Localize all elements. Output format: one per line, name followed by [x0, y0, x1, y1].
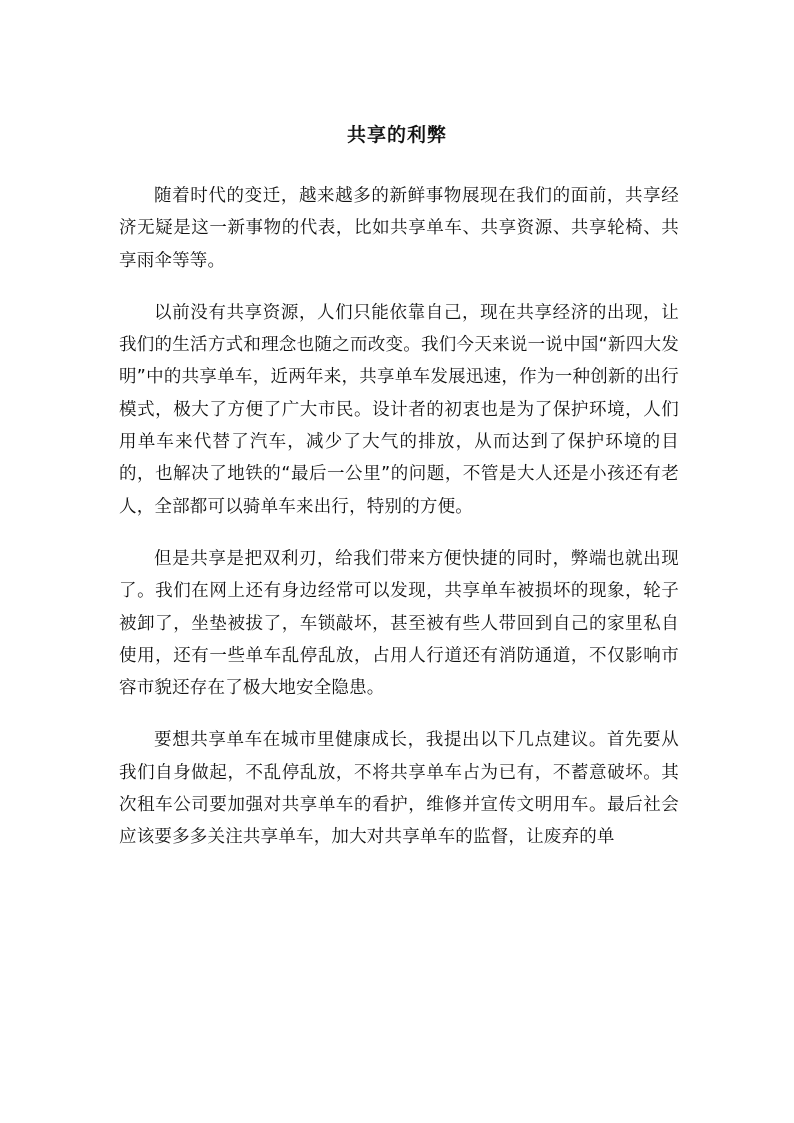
paragraph-3: 但是共享是把双利刃，给我们带来方便快捷的同时，弊端也就出现了。我们在网上还有身边经常可以发现，共享单车被损坏的现象，轮子被卸了，坐垫被拔了，车锁敲坏，甚至被有些人带回到自己的家里私自使用，还有一些单车乱停乱放，占用人行道还有消防通道，不仅影响市容市貌还存在了极大地安全隐患。	[119, 548, 679, 699]
paragraph-4: 要想共享单车在城市里健康成长，我提出以下几点建议。首先要从我们自身做起，不乱停乱放，不将共享单车占为已有，不蓄意破坏。其次租车公司要加强对共享单车的看护，维修并宣传文明用车。最后社会应该要多多关注共享单车，加大对共享单车的监督，让废弃的单	[119, 730, 679, 848]
document-body	[119, 180, 679, 874]
paragraph-1: 随着时代的变迁，越来越多的新鲜事物展现在我们的面前，共享经济无疑是这一新事物的代表，比如共享单车、共享资源、共享轮椅、共享雨伞等等。	[119, 186, 679, 271]
document-title: 共享的利弊	[346, 124, 447, 146]
paragraph-2: 以前没有共享资源，人们只能依靠自己，现在共享经济的出现，让我们的生活方式和理念也随之而改变。我们今天来说一说中国“新四大发明”中的共享单车，近两年来，共享单车发展迅速，作为一种创新的出行模式，极大了方便了广大市民。设计者的初衷也是为了保护环境，人们用单车来代替了汽车，减少了大气的排放，从而达到了保护环境的目的，也解决了地铁的“最后一公里”的问题，不管是大人还是小孩还有老人，全部都可以骑单车来出行，特别的方便。	[119, 302, 679, 517]
